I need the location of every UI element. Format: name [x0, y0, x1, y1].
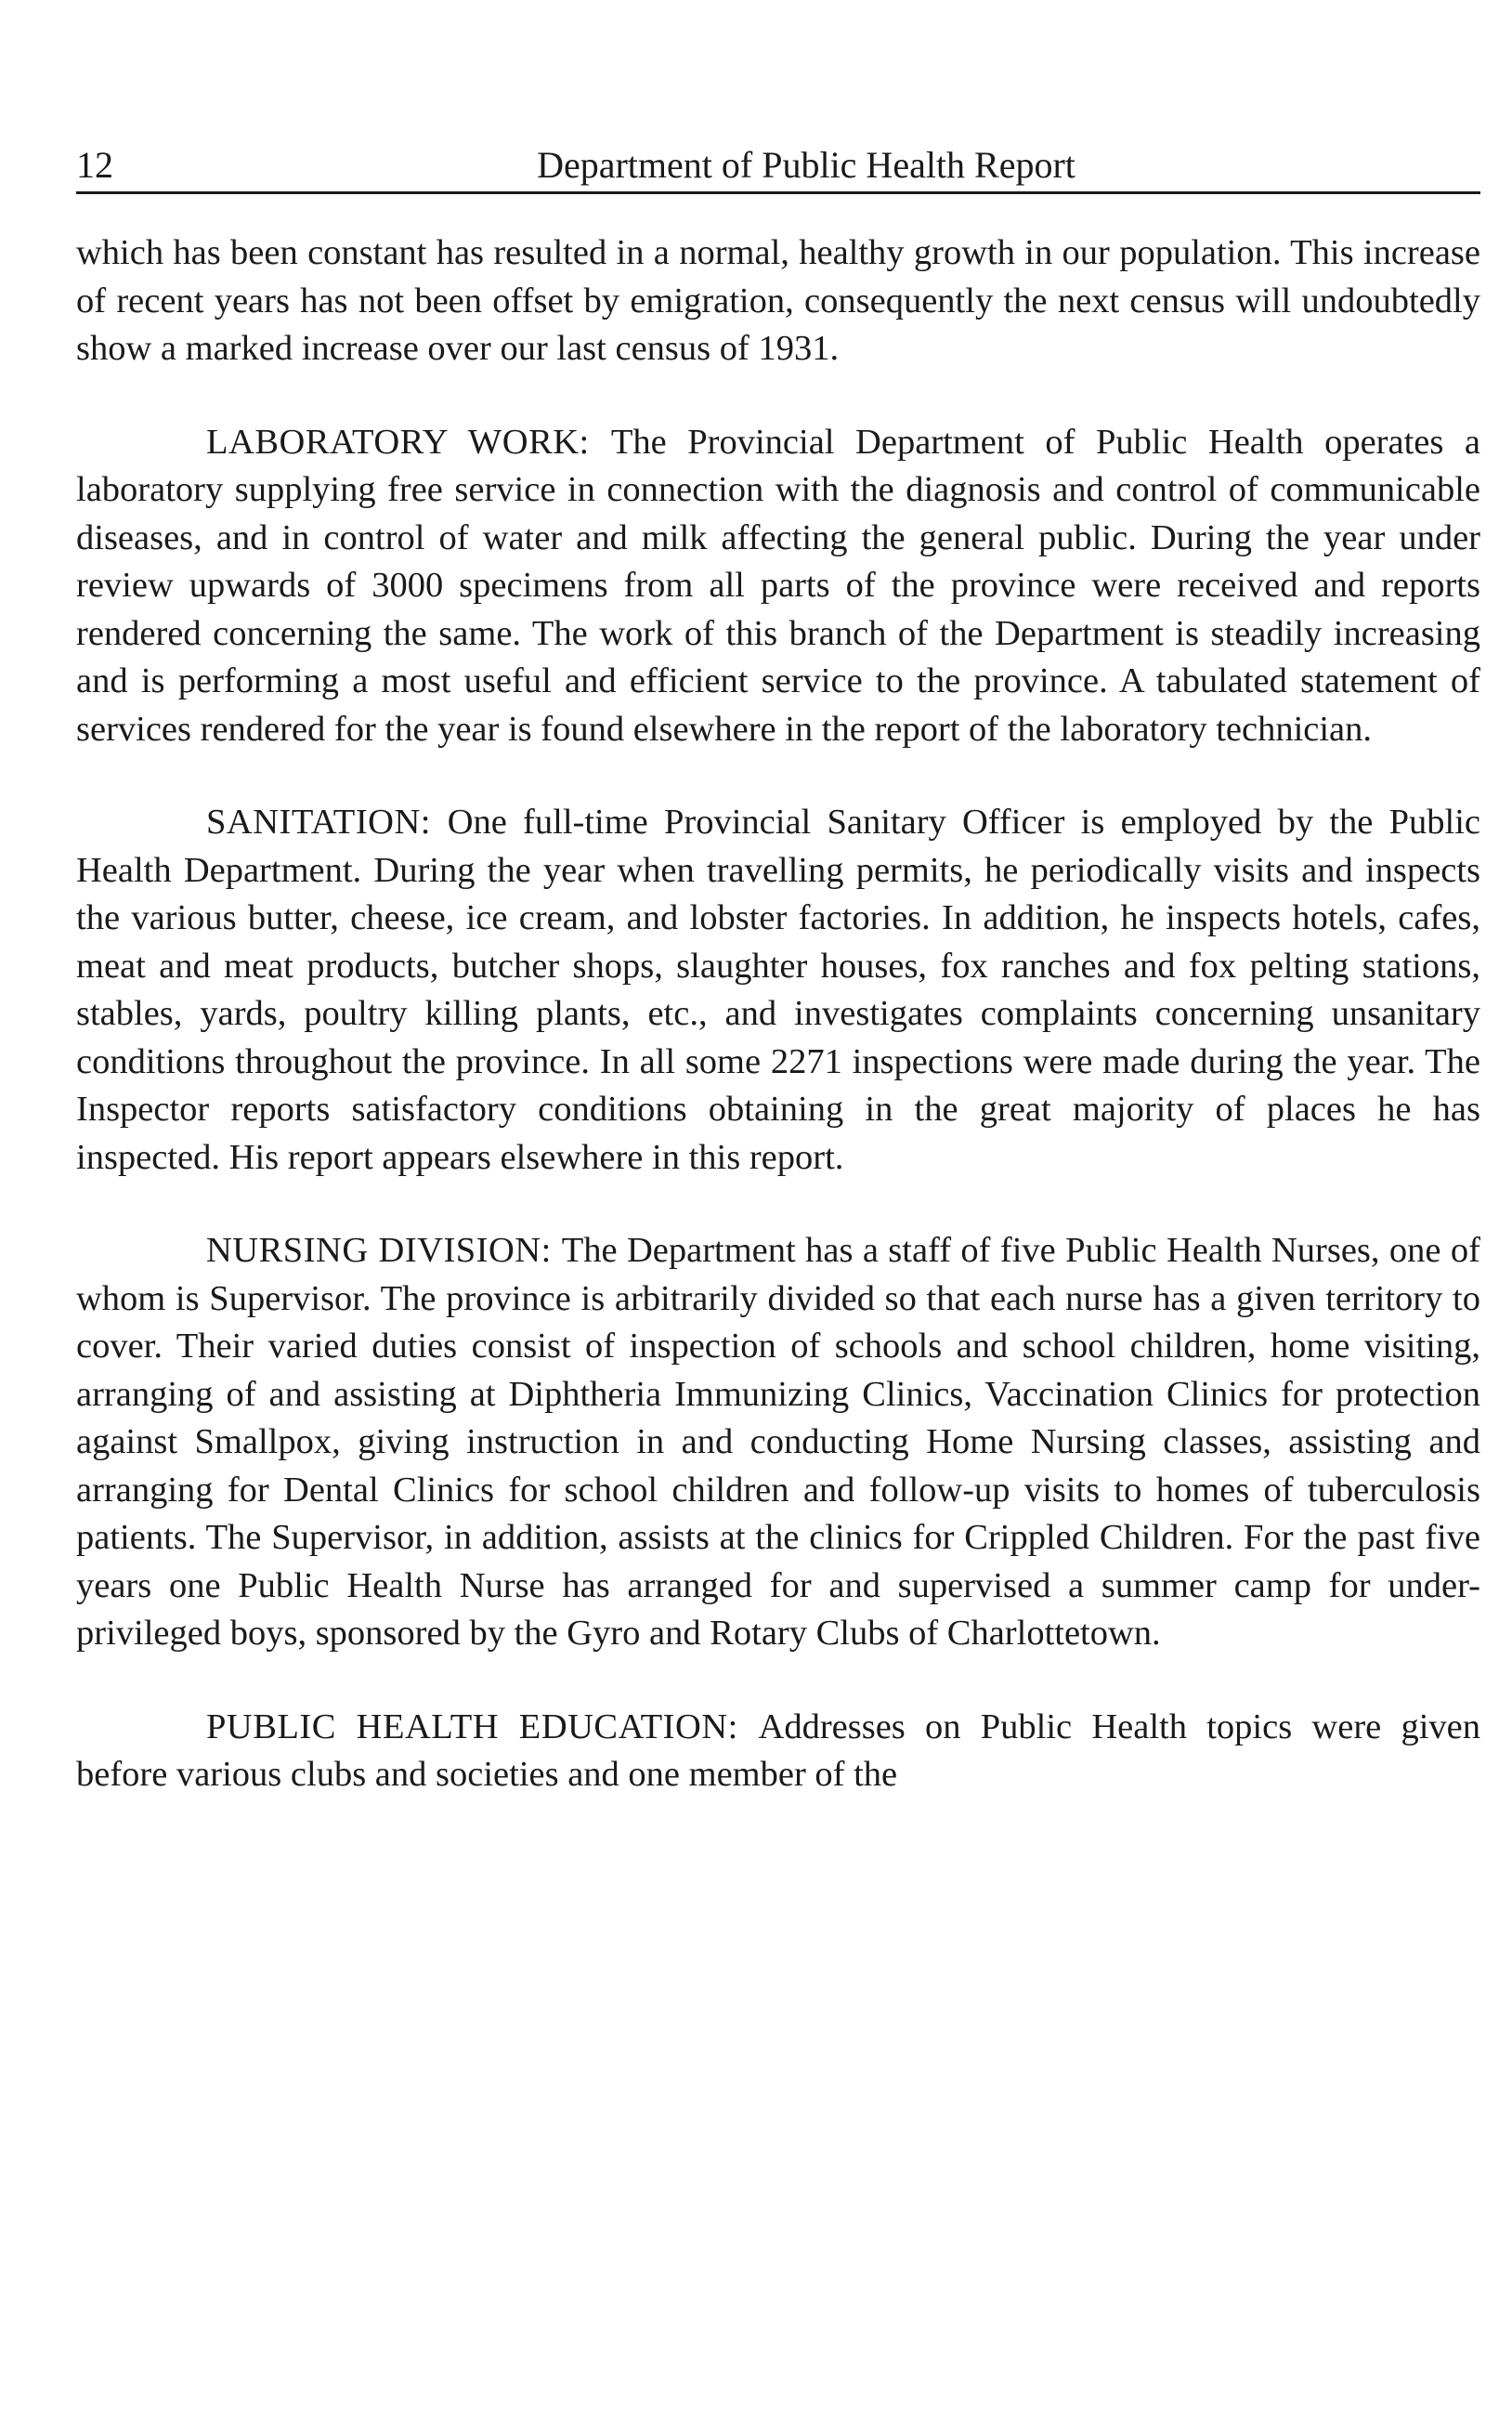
paragraph-nursing-division [76, 1227, 1480, 1658]
paragraph-population-continuation [76, 229, 1480, 373]
section-heading-nursing-division: NURSING DIVISION: [206, 1231, 562, 1270]
running-header [76, 139, 1480, 194]
paragraph-sanitation [76, 799, 1480, 1182]
paragraph-public-health-education [76, 1704, 1480, 1799]
paragraph-text: One full-time Provincial Sanitary Officer is employed by the Public Health Department. During the year when travelling permits, he periodically visits and inspects the various butter, cheese, ice cream, and lobster factories. In addition, he inspects hotels, cafes, meat and meat products, butcher shops, slaughter houses, fox ranches and fox pelting stations, stables, yards, poultry killing plants, etc., and investigates complaints concerning unsanitary conditions throughout the province. In all some 2271 inspections were made during the year. The Inspector reports satisfactory conditions obtaining in the great majority of places he has inspected. His report appears elsewhere in this report. [76, 803, 1481, 1177]
section-heading-public-health-education: PUBLIC HEALTH EDUCATION: [206, 1706, 759, 1746]
paragraph-text: Addresses on Public Health topics were given before various clubs and societies and one member of the [76, 1706, 1480, 1794]
section-heading-sanitation: SANITATION: [206, 803, 448, 842]
paragraph-text: The Department has a staff of five Public Health Nurses, one of whom is Supervisor. The province is arbitrarily divided so that each nurse has a given territory to cover. Their varied duties consist of inspection of schools and school children, home visiting, arranging of and assisting at Diphtheria Immunizing Clinics, Vaccination Clinics for protection against Smallpox, giving instruction in and conducting Home Nursing classes, assisting and arranging for Dental Clinics for school children and follow-up visits to homes of tuberculosis patients. The Supervisor, in addition, assists at the clinics for Crippled Children. For the past five years one Public Health Nurse has arranged for and supervised a summer camp for under-privileged boys, sponsored by the Gyro and Rotary Clubs of Charlottetown. [76, 1231, 1480, 1653]
paragraph-text: which has been constant has resulted in a normal, healthy growth in our population. This increase of recent years has not been offset by emigration, consequently the next census will undoubtedly show a marked increase over our last census of 1931. [76, 233, 1480, 368]
body-text [76, 229, 1480, 1799]
section-heading-laboratory-work: LABORATORY WORK: [206, 422, 611, 462]
report-page [76, 139, 1480, 1799]
paragraph-laboratory-work [76, 419, 1480, 754]
running-title: Department of Public Health Report [537, 144, 1075, 186]
paragraph-text: The Provincial Department of Public Health operates a laboratory supplying free service in connection with the diagnosis and control of communicable diseases, and in control of water and milk affecting the general public. During the year under review upwards of 3000 specimens from all parts of the province were received and reports rendered concerning the same. The work of this branch of the Department is steadily increasing and is performing a most useful and efficient service to the province. A tabulated statement of services rendered for the year is found elsewhere in the report of the laboratory technician. [76, 422, 1481, 749]
page-number: 12 [76, 144, 113, 186]
